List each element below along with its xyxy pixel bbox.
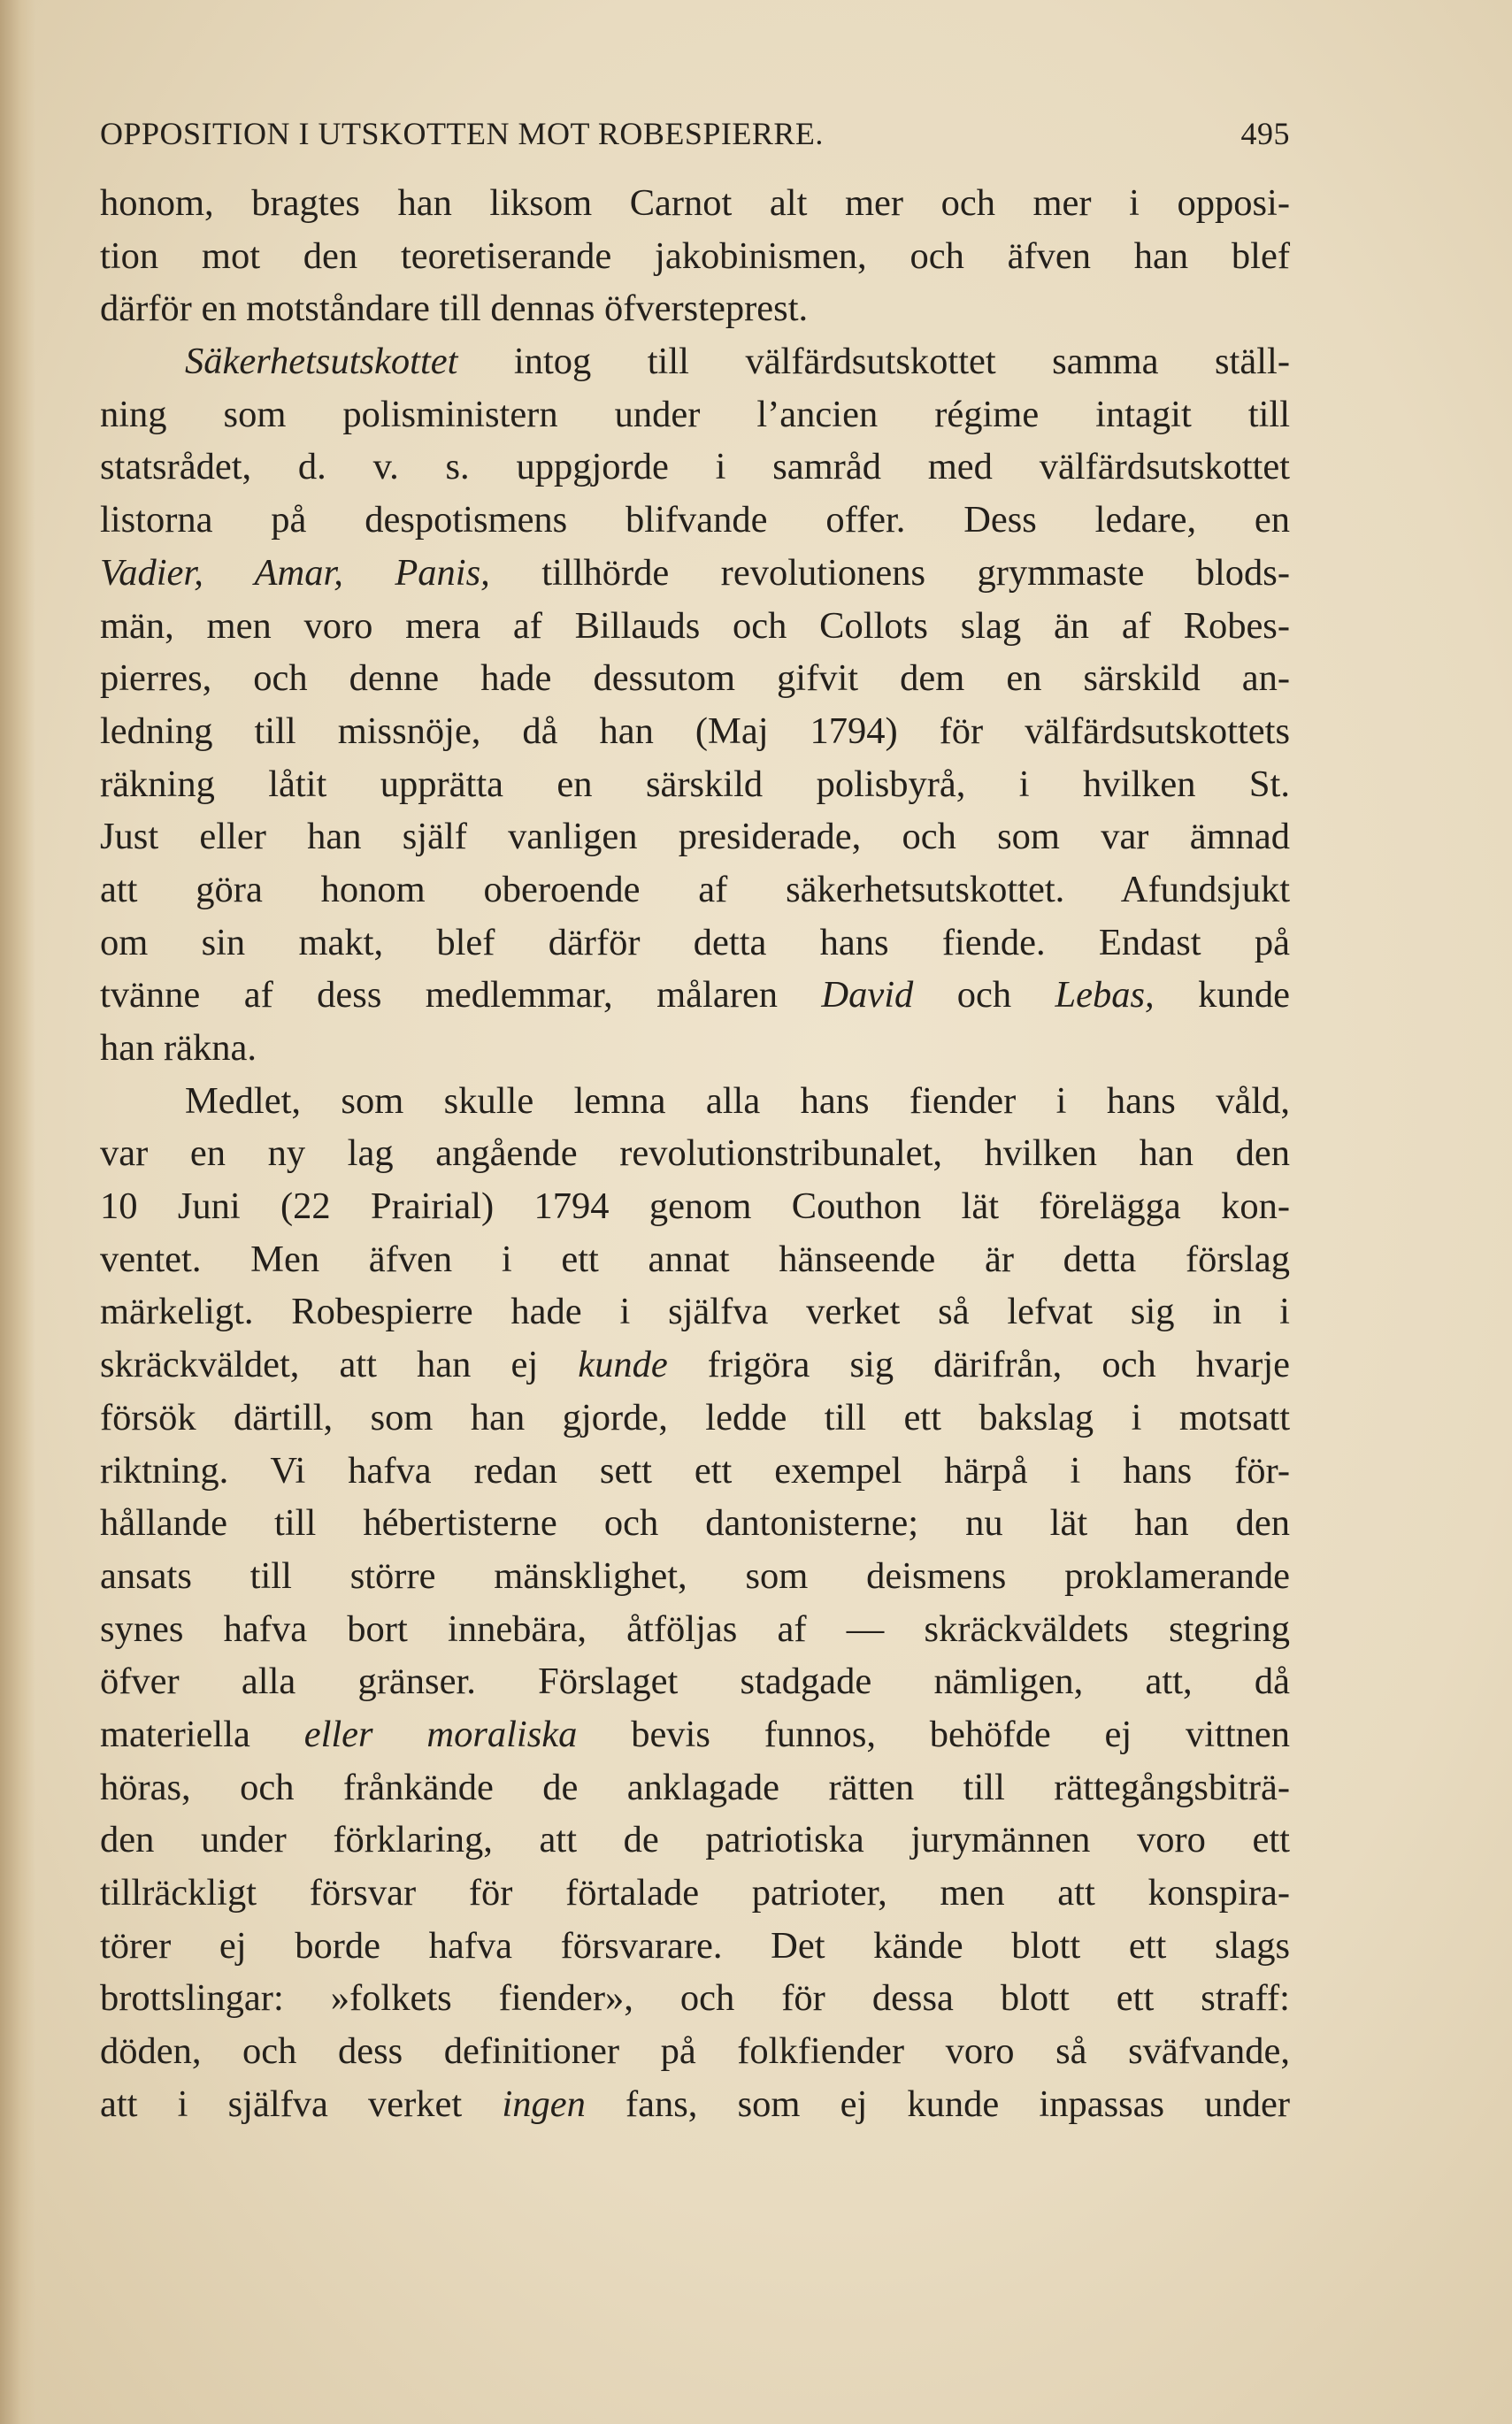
- text-span: ventet. Men äfven i ett annat hänseende är detta förslag: [100, 1238, 1290, 1280]
- text-span: brottslingar: »folkets fiender», och för dessa blott ett straff:: [100, 1977, 1290, 2020]
- text-span: därför en motståndare till dennas öfversteprest.: [100, 288, 809, 330]
- text-span: var en ny lag angående revolutionstribunalet, hvilken han den: [100, 1132, 1290, 1175]
- text-line: [100, 547, 1290, 600]
- text-span: tvänne af dess medlemmar, målaren: [100, 974, 822, 1016]
- text-line: [100, 1497, 1290, 1550]
- text-line: [100, 1550, 1290, 1603]
- running-header: [100, 115, 1290, 157]
- text-span: materiella: [100, 1713, 304, 1755]
- text-line: [100, 600, 1290, 653]
- text-span: och: [913, 974, 1055, 1016]
- text-span: öfver alla gränser. Förslaget stadgade nämligen, att, då: [100, 1661, 1290, 1703]
- page-number: 495: [1240, 116, 1290, 151]
- text-span: märkeligt. Robespierre hade i själfva verket så lefvat sig in i: [100, 1291, 1290, 1333]
- text-span: Medlet, som skulle lemna alla hans fiender i hans våld,: [185, 1079, 1290, 1122]
- text-line: [100, 1180, 1290, 1233]
- text-line: [100, 282, 1290, 335]
- italic-text: ingen: [502, 2083, 586, 2125]
- text-span: Just eller han själf vanligen presiderade, och som var ämnad: [100, 816, 1290, 858]
- text-line: [100, 1445, 1290, 1498]
- text-line: [100, 810, 1290, 863]
- text-line: [100, 1920, 1290, 1973]
- text-line: [100, 705, 1290, 758]
- text-span: att göra honom oberoende af säkerhetsutskottet. Afundsjukt: [100, 868, 1290, 910]
- text-line: [100, 2025, 1290, 2078]
- text-line: [100, 335, 1290, 388]
- italic-text: Säkerhetsutskottet: [185, 341, 458, 383]
- text-span: den under förklaring, att de patriotiska jurymännen voro ett: [100, 1819, 1290, 1861]
- text-span: tillhörde revolutionens grymmaste blods-: [489, 551, 1291, 594]
- text-line: [100, 1022, 1290, 1075]
- text-line: [100, 1655, 1290, 1708]
- text-line: [100, 969, 1290, 1022]
- text-line: [100, 441, 1290, 494]
- text-span: ansats till större mänsklighet, som deismens proklamerande: [100, 1554, 1290, 1597]
- text-span: törer ej borde hafva försvarare. Det kände blott ett slags: [100, 1924, 1290, 1967]
- body-text: [100, 177, 1290, 2130]
- text-line: [100, 917, 1290, 970]
- text-span: listorna på despotismens blifvande offer. Dess ledare, en: [100, 499, 1290, 541]
- text-line: [100, 758, 1290, 811]
- text-line: [100, 1972, 1290, 2025]
- text-line: [100, 1867, 1290, 1920]
- text-span: han räkna.: [100, 1027, 257, 1069]
- italic-text: eller moraliska: [303, 1713, 578, 1755]
- text-line: [100, 177, 1290, 230]
- text-span: synes hafva bort innebära, åtföljas af — skräckväldets stegring: [100, 1607, 1290, 1650]
- text-span: frigöra sig därifrån, och hvarje: [667, 1344, 1290, 1386]
- text-span: 10 Juni (22 Prairial) 1794 genom Couthon lät förelägga kon-: [100, 1185, 1290, 1228]
- text-span: hållande till hébertisterne och dantonisterne; nu lät han den: [100, 1502, 1290, 1545]
- text-span: intog till välfärdsutskottet samma ställ-: [457, 341, 1290, 383]
- text-span: bevis funnos, behöfde ej vittnen: [577, 1713, 1290, 1755]
- text-span: fans, som ej kunde inpassas under: [585, 2083, 1291, 2125]
- text-line: [100, 494, 1290, 547]
- text-span: räkning låtit upprätta en särskild polisbyrå, i hvilken St.: [100, 763, 1290, 805]
- text-span: statsrådet, d. v. s. uppgjorde i samråd med välfärdsutskottet: [100, 446, 1290, 488]
- text-line: [100, 388, 1290, 441]
- text-line: [100, 1285, 1290, 1339]
- text-line: [100, 1708, 1290, 1761]
- text-line: [100, 1392, 1290, 1445]
- text-line: [100, 1761, 1290, 1814]
- text-span: ledning till missnöje, då han (Maj 1794) för välfärdsutskottets: [100, 710, 1290, 752]
- italic-text: David: [821, 974, 914, 1016]
- text-span: män, men voro mera af Billauds och Collots slag än af Robes-: [100, 604, 1290, 647]
- text-span: försök därtill, som han gjorde, ledde till ett bakslag i motsatt: [100, 1396, 1290, 1438]
- text-span: kunde: [1154, 974, 1290, 1016]
- text-span: om sin makt, blef därför detta hans fiende. Endast på: [100, 921, 1290, 963]
- text-span: höras, och frånkände de anklagade rätten till rättegångsbiträ-: [100, 1766, 1290, 1808]
- italic-text: kunde: [578, 1344, 668, 1386]
- text-span: honom, bragtes han liksom Carnot alt mer och mer i opposi-: [100, 182, 1290, 224]
- text-span: ning som polisministern under l’ancien régime intagit till: [100, 393, 1290, 435]
- text-line: [100, 1075, 1290, 1128]
- text-span: döden, och dess definitioner på folkfiender voro så sväfvande,: [100, 2030, 1290, 2073]
- text-line: [100, 230, 1290, 283]
- text-line: [100, 2078, 1290, 2131]
- italic-text: Lebas,: [1055, 974, 1155, 1016]
- text-line: [100, 1339, 1290, 1392]
- italic-text: Vadier, Amar, Panis,: [100, 551, 490, 594]
- text-span: skräckväldet, att han ej: [100, 1344, 579, 1386]
- running-title: OPPOSITION I UTSKOTTEN MOT ROBESPIERRE.: [100, 116, 824, 151]
- text-line: [100, 1233, 1290, 1286]
- text-span: riktning. Vi hafva redan sett ett exempel härpå i hans för-: [100, 1449, 1290, 1492]
- text-line: [100, 652, 1290, 705]
- text-line: [100, 863, 1290, 917]
- text-span: tion mot den teoretiserande jakobinismen, och äfven han blef: [100, 234, 1290, 277]
- text-span: att i själfva verket: [100, 2083, 503, 2125]
- text-span: tillräckligt försvar för förtalade patrioter, men att konspira-: [100, 1872, 1290, 1914]
- text-line: [100, 1814, 1290, 1867]
- text-line: [100, 1127, 1290, 1180]
- page-binding-edge: [0, 0, 35, 2424]
- text-span: pierres, och denne hade dessutom gifvit dem en särskild an-: [100, 657, 1290, 700]
- text-line: [100, 1603, 1290, 1656]
